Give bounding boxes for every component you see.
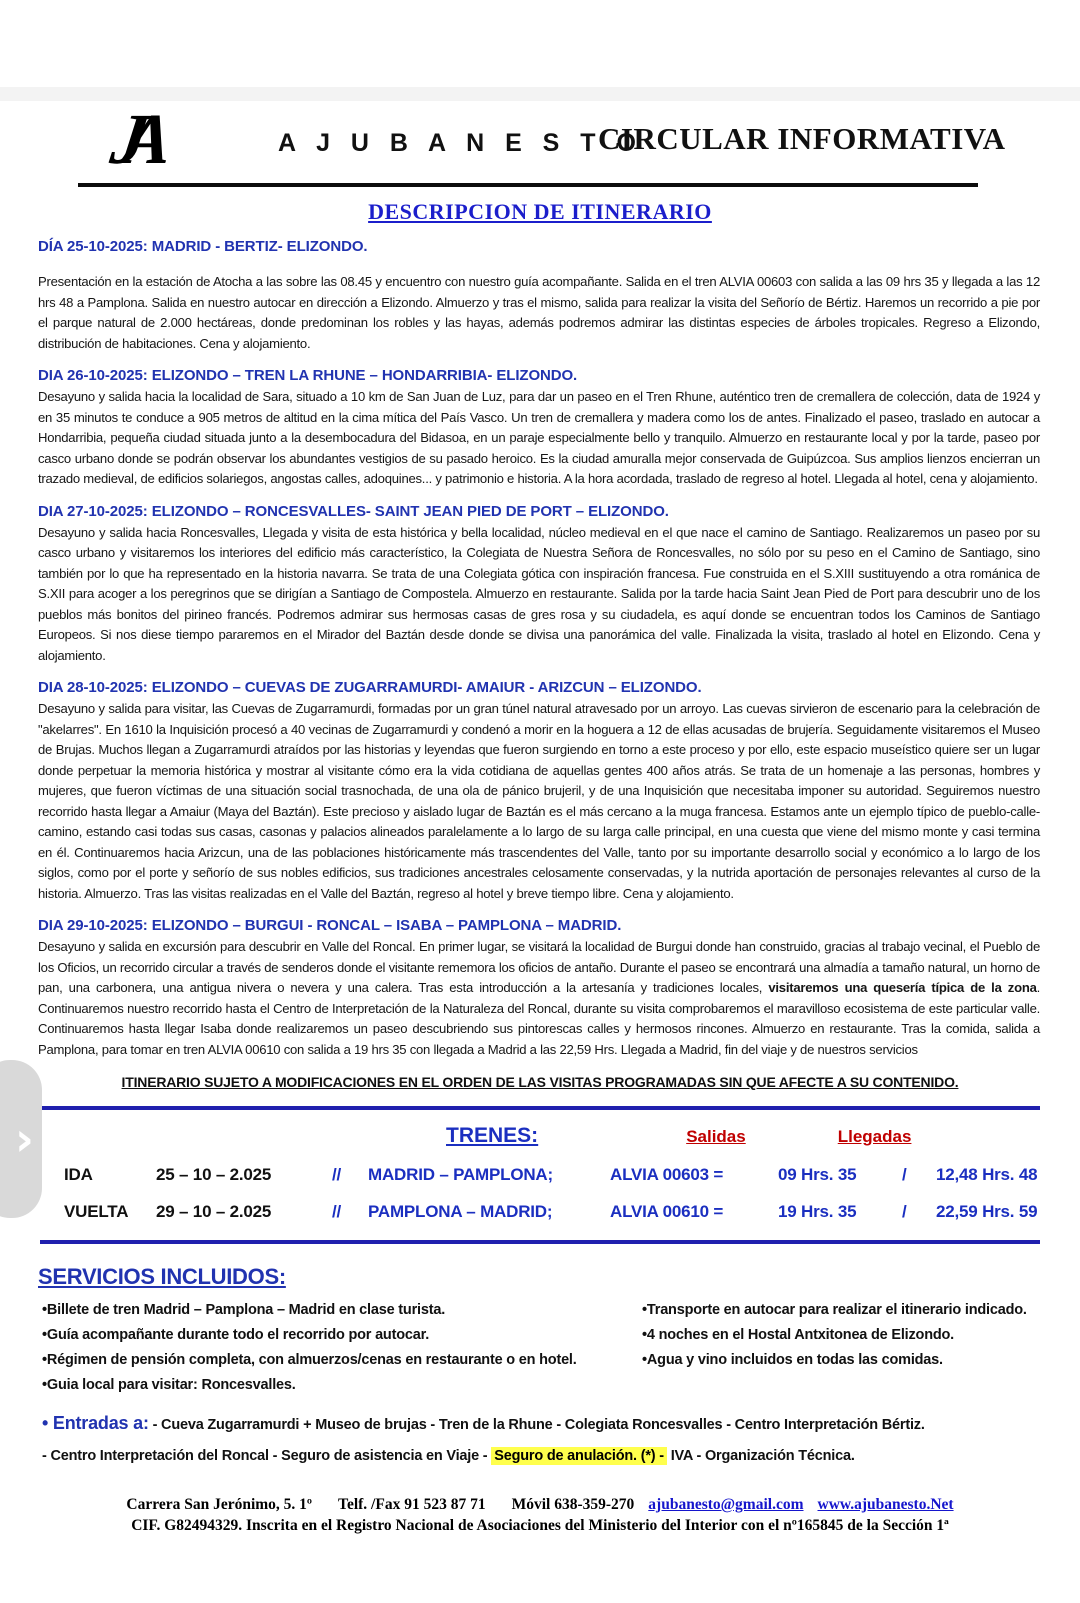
day-section-4 [0,679,1080,904]
footer-contact-line [0,1494,1080,1515]
day-5-text-pre: Desayuno y salida en excursión para descubrir en Valle del Roncal. En primer lugar, se visitará la localidad de Burgui donde han construido, gracias al trabajo vecinal, el Pueblo de los Oficios, un recorrido circular a través de senderos donde el visitante rememora los oficios de antaño. Durante el paseo se encontrará una almadía a tamaño natural, un horno de pan, una carbonera, una antigua nivera o nevera y una calera. Tras esta introducción a la artesanía y tradiciones locales, [38,939,1040,995]
train-date: 25 – 10 – 2.025 [156,1165,272,1184]
doc-type-title: CIRCULAR INFORMATIVA [598,121,1006,156]
services-right-column [642,1302,1050,1402]
entradas-section [42,1412,1040,1468]
day-section-1 [0,238,1080,354]
train-label: IDA [64,1165,93,1184]
trains-header-row [40,1124,1040,1148]
footer [0,1494,1080,1536]
train-arrival-time: 12,48 Hrs. 48 [936,1165,1038,1184]
header-rule [78,183,978,187]
train-slash: / [902,1165,907,1184]
chevron-right-icon: › [15,1112,34,1166]
train-departure-time: 19 Hrs. 35 [778,1202,857,1221]
day-4-heading: DIA 28-10-2025: ELIZONDO – CUEVAS DE ZUGARRAMURDI- AMAIUR - ARIZCUN – ELIZONDO. [38,679,702,696]
trains-title: TRENES: [446,1124,539,1147]
train-date: 29 – 10 – 2.025 [156,1202,272,1221]
service-item: • Régimen de pensión completa, con almuerzos/cenas en restaurante o en hotel. [42,1352,642,1368]
day-section-3 [0,503,1080,667]
website-link[interactable]: www.ajubanesto.Net [817,1496,954,1513]
day-section-2 [0,367,1080,490]
day-5-paragraph [38,937,1040,1060]
footer-address: Carrera San Jerónimo, 5. 1º [126,1496,313,1513]
service-item: • Transporte en autocar para realizar el itinerario indicado. [642,1302,1050,1318]
train-separator: // [332,1165,342,1184]
train-row-vuelta [40,1202,1040,1222]
service-item: • Guia local para visitar: Roncesvalles. [42,1377,642,1393]
train-number: ALVIA 00603 = [610,1165,724,1184]
day-5-text-post: . Continuaremos nuestro recorrido hasta el Centro de Interpretación de la Naturaleza del Roncal, durante su visita comprobaremos el maravilloso ecosistema de este particular valle. Continuaremos hasta llegar Isaba donde realizaremos un paseo descubriendo sus pintorescas calles y hermosos rincones. Almuerzo en restaurante. Tras la comida, salida a Pamplona, para tomar en tren ALVIA 00610 con salida a 19 hrs 35 con llegada a Madrid a las 22,59 Hrs. Llegada a Madrid, fin del viaje y de nuestros servicios [38,980,1040,1057]
footer-phone: Telf. /Fax 91 523 87 71 [338,1496,486,1513]
train-separator: // [332,1202,342,1221]
letterhead [0,99,1080,183]
day-3-paragraph: Desayuno y salida hacia Roncesvalles, Llegada y visita de esta histórica y bella localidad, núcleo medieval en el que nace el camino de Santiago. Realizaremos un paseo por su casco urbano y visitaremos los interiores del edificio más característico, la Colegiata de Nuestra Señora de Roncesvalles, no sólo por su peso en el Camino de Santiago, sino también por lo que ha representado en la historia navarra. Se trata de una Colegiata gótica con inspiración francesa. Fue construida en el S.XIII sustituyendo a otra románica de S.XII para acoger a los peregrinos que se dirigían a Santiago de Compostela. Almuerzo en restaurante. Salida por la tarde hacia Saint Jean Pied de Port para descubrir uno de los pueblos más bonitos del pirineo francés. Podremos admirar sus hermosas casas de gres rosa y su ciudadela, es aquí donde se encuentran todos los Caminos de Santiago Europeos. Si nos diese tiempo pararemos en el Mirador del Baztán desde donde se divisa una panorámica del valle. Finalizada la visita, traslado al hotel en Elizondo. Cena y alojamiento. [38,524,1040,663]
org-name: A J U B A N E S T O [278,129,643,157]
services-heading: SERVICIOS INCLUIDOS: [38,1264,286,1289]
page-separator [0,87,1080,101]
footer-registry-line: CIF. G82494329. Inscrita en el Registro Nacional de Asociaciones del Ministerio del Interior con el nº165845 de la Sección 1ª [131,1517,949,1534]
service-item: • Agua y vino incluidos en todas las comidas. [642,1352,1050,1368]
trains-section [40,1106,1040,1244]
next-page-button[interactable] [0,1060,42,1218]
entradas-list-1: - Cueva Zugarramurdi + Museo de brujas - Tren de la Rhune - Colegiata Roncesvalles - Centro Interpretación Bértiz. [152,1417,925,1433]
logo-monogram: JA [106,99,154,179]
llegadas-column-header: Llegadas [837,1127,912,1146]
day-5-heading: DIA 29-10-2025: ELIZONDO – BURGUI - RONCAL – ISABA – PAMPLONA – MADRID. [38,917,622,934]
entradas-line-1 [42,1412,1040,1437]
service-item: • 4 noches en el Hostal Antxitonea de Elizondo. [642,1327,1050,1343]
train-label: VUELTA [64,1202,129,1221]
document-title: DESCRIPCION DE ITINERARIO [368,199,712,224]
day-1-heading: DÍA 25-10-2025: MADRID - BERTIZ- ELIZONDO. [38,238,368,255]
cancellation-insurance-highlight: Seguro de anulación. (*) - [491,1447,667,1465]
service-item: • Billete de tren Madrid – Pamplona – Madrid en clase turista. [42,1302,642,1318]
train-route: MADRID – PAMPLONA; [368,1165,553,1184]
train-route: PAMPLONA – MADRID; [368,1202,553,1221]
day-5-text-bold: visitaremos una quesería típica de la zona [768,980,1037,995]
service-item: • Guía acompañante durante todo el recorrido por autocar. [42,1327,642,1343]
modification-notice: ITINERARIO SUJETO A MODIFICACIONES EN EL ORDEN DE LAS VISITAS PROGRAMADAS SIN QUE AFECTE A SU CONTENIDO. [121,1074,959,1090]
entradas-label: • Entradas a: [42,1413,149,1433]
email-link[interactable]: ajubanesto@gmail.com [648,1496,804,1513]
entradas-list-2-post: IVA - Organización Técnica. [666,1448,855,1464]
train-arrival-time: 22,59 Hrs. 59 [936,1202,1038,1221]
services-left-column [42,1302,642,1402]
train-departure-time: 09 Hrs. 35 [778,1165,857,1184]
footer-mobile: Móvil 638-359-270 [511,1496,635,1513]
entradas-list-2-pre: - Centro Interpretación del Roncal - Seguro de asistencia en Viaje - [42,1448,492,1464]
train-number: ALVIA 00610 = [610,1202,724,1221]
day-section-5 [0,917,1080,1060]
day-2-paragraph: Desayuno y salida hacia la localidad de Sara, situado a 10 km de San Juan de Luz, para dar un paseo en el Tren Rhune, auténtico tren de cremallera de colección, data de 1924 y en 35 minutos te conduce a 905 metros de altitud en la cima mítica del País Vasco. Un tren de cremallera y madera como los de antes. Finalizado el paseo, traslado en autocar a Hondarribia, pequeña ciudad situada junto a la desembocadura del Bidasoa, en un paraje especialmente bello y tranquilo. Almuerzo en restaurante local y por la tarde, paseo por casco urbano donde se podrán observar los abundantes vestigios de su pasado heroico. Es la ciudad amuralla mejor conservada de Guipúzcoa. Sus amplios lienzos encierran un trazado medieval, de edificios solariegos, angostas calles, adoquines... y patrimonio e historia. A la hora acordada, traslado de regreso al hotel. Llegada al hotel, cena y alojamiento. [38,389,1040,486]
day-2-heading: DIA 26-10-2025: ELIZONDO – TREN LA RHUNE – HONDARRIBIA- ELIZONDO. [38,367,578,384]
day-4-paragraph: Desayuno y salida para visitar, las Cuevas de Zugarramurdi, formadas por un gran túnel natural atravesado por un arroyo. Las cuevas sirvieron de escenario para la celebración de "akelarres". En 1610 la Inquisición procesó a 40 vecinas de Zugarramurdi y condenó a morir en la hoguera a 12 de ellas acusadas de brujería. Seguidamente visitaremos el Museo de Brujas. Muchos llegan a Zugarramurdi atraídos por las historias y leyendas que fueron surgiendo en torno a este proceso y por ello, este espacio museístico quiere ser un lugar donde perpetuar la memoria histórica y mostrar al visitante cómo era la vida cotidiana de aquellas gentes 400 años atrás. Se trata de un homenaje a las personas, hombres y mujeres, que fueron víctimas de una situación social trasnochada, de una ola de pánico brujeril, y de una Inquisición que necesitaba imponer su autoridad. Seguiremos nuestro recorrido hasta llegar a Amaiur (Maya del Baztán). Este precioso y aislado lugar de Baztán es el más cercano a la muga francesa. Estamos ante un ejemplo típico de pueblo-calle-camino, estando casi todas sus casas, casonas y palacios alineados paralelamente a lo largo de su larga calle principal, en una cuesta que viene del mismo monte y casi termina en él. Continuaremos hacia Arizcun, una de las poblaciones históricamente más trascendentes del Valle, tanto por su importante desarrollo social y económico a lo largo de los siglos, como por el porte y señorío de sus nobles edificios, sus tradiciones ancestrales celosamente conservadas, y la nutrida aportación de personajes relevantes al curso de la historia. Almuerzo. Tras las visitas realizadas en el Valle del Baztán, regreso al hotel y breve tiempo libre. Cena y alojamiento. [38,701,1040,901]
train-row-ida [40,1165,1040,1185]
top-margin [0,0,1080,87]
day-3-heading: DIA 27-10-2025: ELIZONDO – RONCESVALLES- SAINT JEAN PIED DE PORT – ELIZONDO. [38,502,669,520]
train-slash: / [902,1202,907,1221]
services-lists [42,1302,1050,1402]
entradas-line-2 [42,1445,1040,1468]
company-logo [106,99,153,179]
salidas-column-header: Salidas [686,1127,746,1146]
day-1-paragraph: Presentación en la estación de Atocha a las sobre las 08.45 y encuentro con nuestro guía acompañante. Salida en el tren ALVIA 00603 con salida a las 09 hrs 35 y llegada a las 12 hrs 48 a Pamplona. Salida en nuestro autocar en dirección a Elizondo. Almuerzo y tras el mismo, salida para realizar la visita del Señorío de Bértiz. Haremos un recorrido a pie por el parque natural de 2.000 hectáreas, donde predominan los robles y las hayas, además podremos admirar las distintas especies de árboles tropicales. Regreso a Elizondo, distribución de habitaciones. Cena y alojamiento. [38,274,1040,351]
